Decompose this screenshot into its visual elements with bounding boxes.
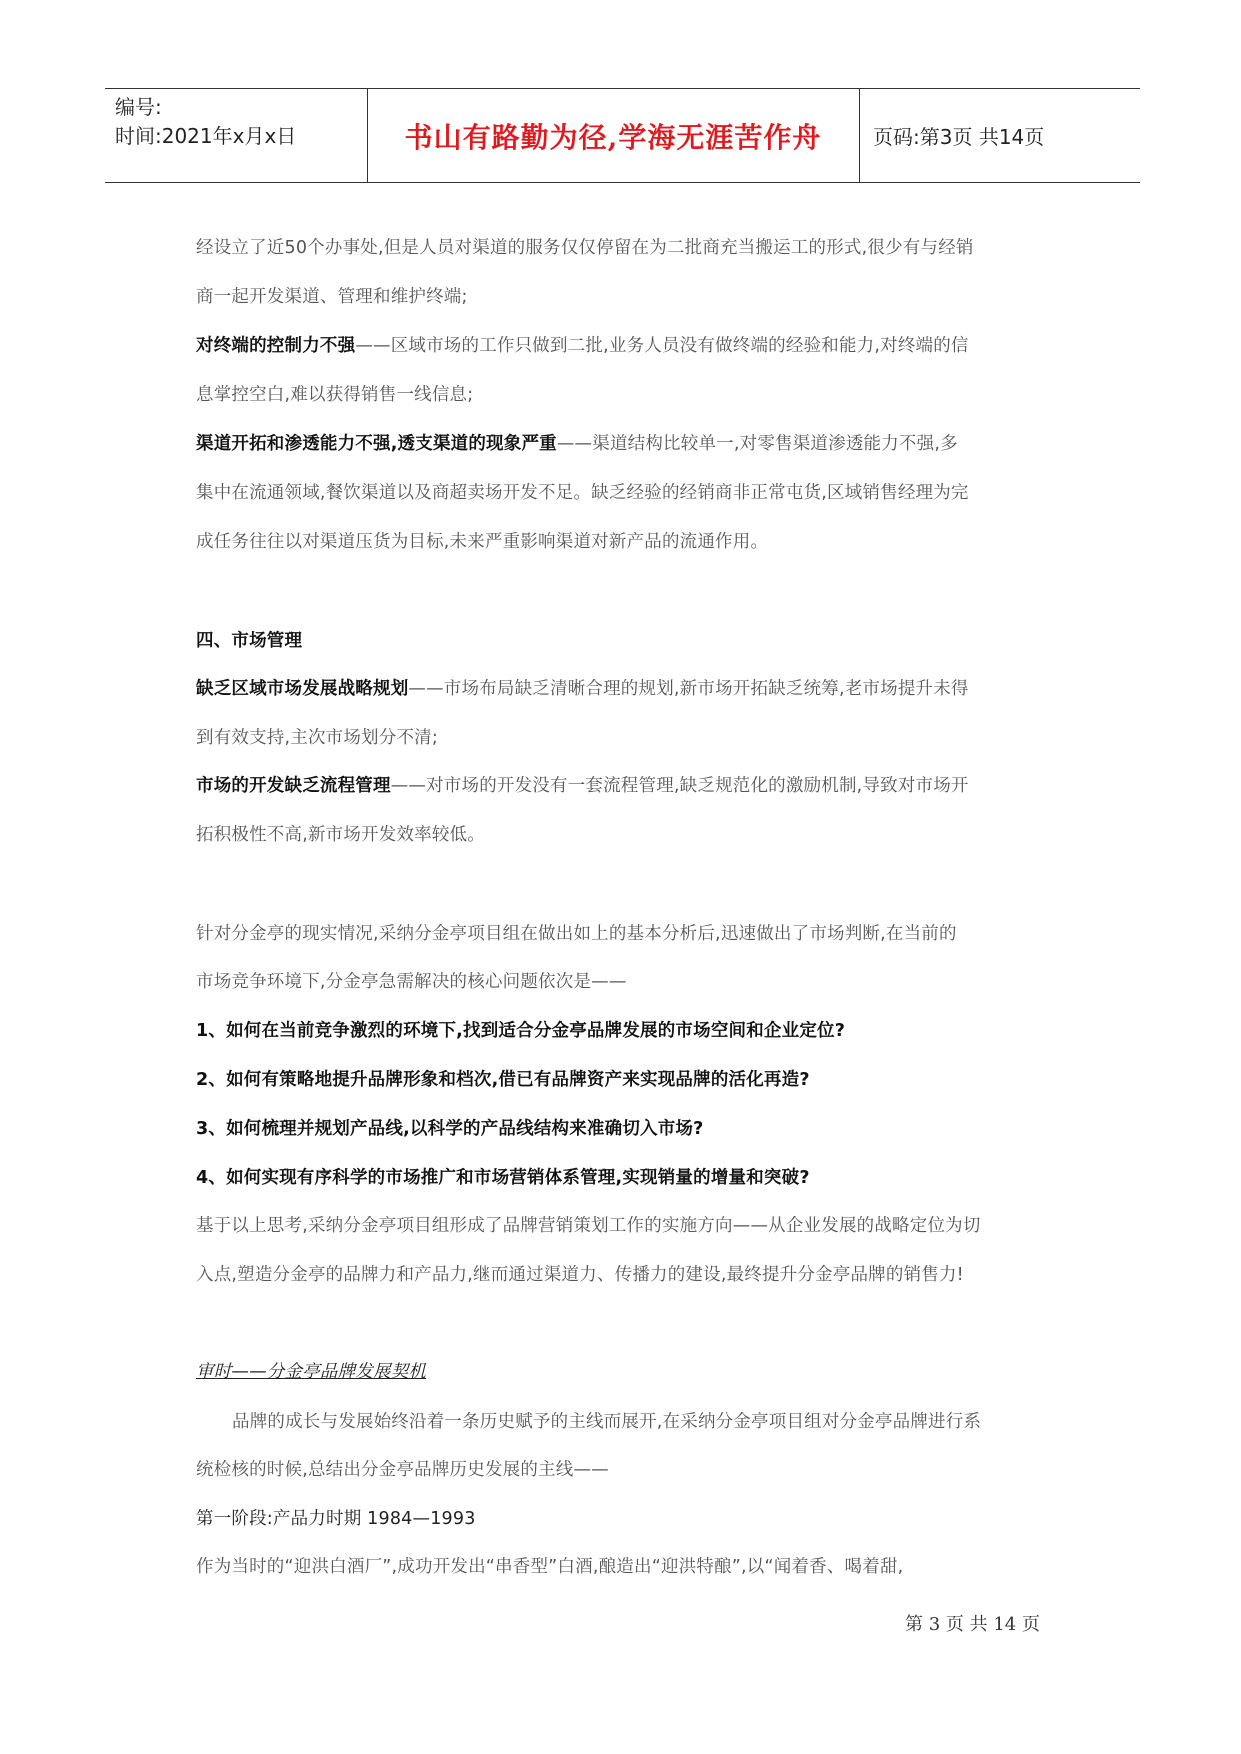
paragraph-line	[196, 675, 1052, 700]
paragraph-line: 入点,塑造分金亭的品牌力和产品力,继而通过渠道力、传播力的建设,最终提升分金亭品牌的销售力!	[196, 1265, 964, 1285]
question-item: 4、如何实现有序科学的市场推广和市场营销体系管理,实现销量的增量和突破?	[196, 1168, 810, 1188]
paragraph-line: 集中在流通领域,餐饮渠道以及商超卖场开发不足。缺乏经验的经销商非正常屯货,区域销售经理为完	[196, 483, 969, 503]
paragraph-text: ——渠道结构比较单一,对零售渠道渗透能力不强,多	[556, 434, 958, 454]
paragraph-text: ——区域市场的工作只做到二批,业务人员没有做终端的经验和能力,对终端的信	[355, 336, 969, 356]
paragraph-line	[196, 430, 1052, 455]
serial-label: 编号:	[115, 95, 162, 119]
page-info-text: 页码:第3页 共14页	[873, 125, 1045, 149]
paragraph-text: ——对市场的开发没有一套流程管理,缺乏规范化的激励机制,导致对市场开	[390, 776, 969, 796]
paragraph-text: ——市场布局缺乏清晰合理的规划,新市场开拓缺乏统筹,老市场提升未得	[408, 679, 969, 699]
header-motto	[367, 89, 859, 182]
paragraph-line	[196, 772, 1052, 797]
page-footer: 第 3 页 共 14 页	[905, 1614, 1040, 1635]
header-page-info	[859, 89, 1139, 182]
bold-heading: 渠道开拓和渗透能力不强,透支渠道的现象严重	[196, 434, 557, 454]
question-item: 3、如何梳理并规划产品线,以科学的产品线结构来准确切入市场?	[196, 1119, 704, 1139]
paragraph-line: 品牌的成长与发展始终沿着一条历史赋予的主线而展开,在采纳分金亭项目组对分金亭品牌进行系	[232, 1412, 982, 1432]
sub-section-title: 审时——分金亭品牌发展契机	[196, 1362, 427, 1382]
section-title: 四、市场管理	[196, 631, 303, 651]
paragraph-line: 市场竞争环境下,分金亭急需解决的核心问题依次是——	[196, 972, 627, 992]
header-meta	[115, 89, 377, 182]
paragraph-line: 息掌控空白,难以获得销售一线信息;	[196, 385, 474, 405]
paragraph-line	[196, 332, 1052, 357]
page-header	[105, 88, 1140, 183]
paragraph-line: 针对分金亭的现实情况,采纳分金亭项目组在做出如上的基本分析后,迅速做出了市场判断,在当前的	[196, 924, 957, 944]
paragraph-line: 拓积极性不高,新市场开发效率较低。	[196, 825, 485, 845]
paragraph-line: 到有效支持,主次市场划分不清;	[196, 728, 438, 748]
question-item: 1、如何在当前竞争激烈的环境下,找到适合分金亭品牌发展的市场空间和企业定位?	[196, 1021, 846, 1041]
paragraph-line: 成任务往往以对渠道压货为目标,未来严重影响渠道对新产品的流通作用。	[196, 532, 769, 552]
paragraph-line: 统检核的时候,总结出分金亭品牌历史发展的主线——	[196, 1460, 609, 1480]
bold-heading: 缺乏区域市场发展战略规划	[196, 679, 409, 699]
paragraph-line: 商一起开发渠道、管理和维护终端;	[196, 287, 468, 307]
time-label: 时间:2021年x月x日	[115, 124, 297, 148]
paragraph-line: 作为当时的“迎洪白酒厂”,成功开发出“串香型”白酒,酿造出“迎洪特酿”,以“闻着香、喝着甜,	[196, 1557, 904, 1577]
question-item: 2、如何有策略地提升品牌形象和档次,借已有品牌资产来实现品牌的活化再造?	[196, 1070, 810, 1090]
motto-text: 书山有路勤为径,学海无涯苦作舟	[404, 120, 822, 154]
paragraph-line: 经设立了近50个办事处,但是人员对渠道的服务仅仅停留在为二批商充当搬运工的形式,很少有与经销	[196, 238, 974, 258]
bold-heading: 市场的开发缺乏流程管理	[196, 776, 391, 796]
stage-heading: 第一阶段:产品力时期 1984—1993	[196, 1509, 476, 1529]
bold-heading: 对终端的控制力不强	[196, 336, 356, 356]
paragraph-line: 基于以上思考,采纳分金亭项目组形成了品牌营销策划工作的实施方向——从企业发展的战略定位为切	[196, 1216, 981, 1236]
